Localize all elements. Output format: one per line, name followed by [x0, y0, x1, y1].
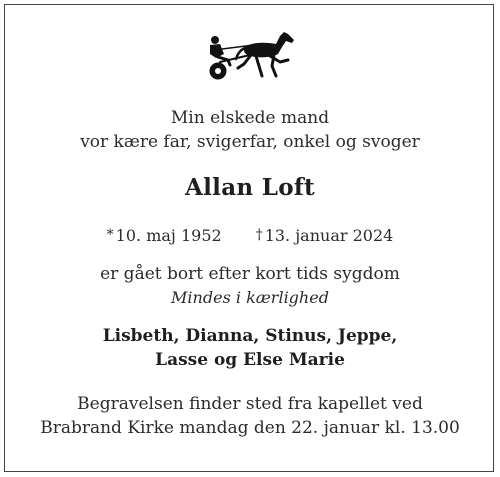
intro-line-2: vor kære far, svigerfar, onkel og svoger: [80, 132, 420, 152]
funeral-line-1: Begravelsen finder sted fra kapellet ved: [77, 394, 423, 414]
family-line-1: Lisbeth, Dianna, Stinus, Jeppe,: [102, 326, 398, 346]
life-dates: [0, 226, 500, 245]
family-line-2: Lasse og Else Marie: [155, 350, 345, 370]
trotting-horse-sulky-icon: [204, 28, 296, 84]
deceased-name: Allan Loft: [185, 174, 315, 201]
death-date: 13. januar 2024: [264, 226, 394, 245]
passing-text: er gået bort efter kort tids sygdom: [100, 264, 400, 284]
birth-symbol: *: [106, 227, 114, 243]
death-symbol: †: [255, 227, 263, 243]
remembrance-text: Mindes i kærlighed: [171, 288, 329, 307]
intro-line-1: Min elskede mand: [170, 108, 330, 128]
funeral-line-2: Brabrand Kirke mandag den 22. januar kl. 13.00: [40, 418, 460, 438]
birth-date: 10. maj 1952: [115, 226, 222, 245]
